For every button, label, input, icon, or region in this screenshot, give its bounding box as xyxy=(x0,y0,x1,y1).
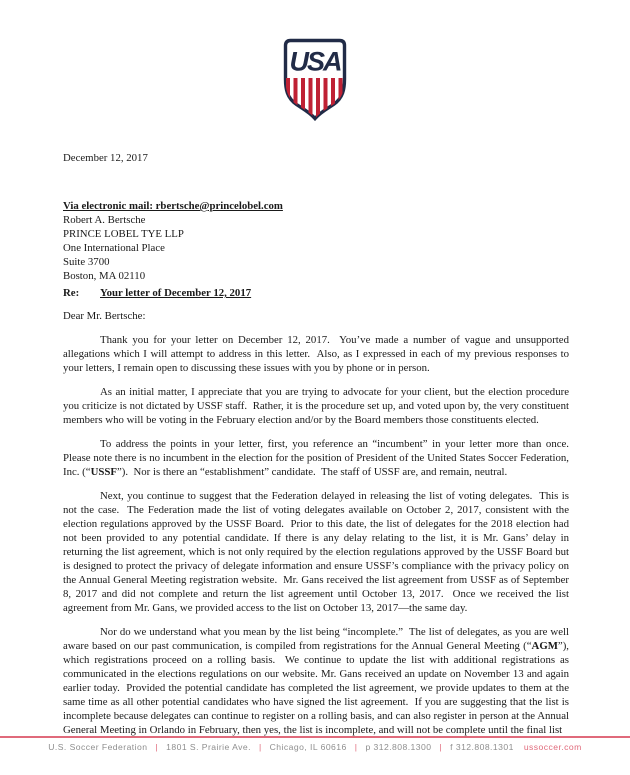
footer xyxy=(0,742,630,752)
paragraph: Next, you continue to suggest that the Federation delayed in releasing the list of voting delegates. This is not the case. The Federation made the list of voting delegates available on October 2, 2017, consistent with the election regulations approved by the USSF Board. Prior to this date, the list of delegates for the 2018 election had not been provided to any potential candidate. If there is any delay relating to the list, it is Mr. Gans’ delay in returning the list agreement, which is not only required by the election regulations approved by the USSF Board but is designed to protect the privacy of delegate information and ensure USSF’s compliance with the privacy policy on the Annual General Meeting registration website. Mr. Gans received the list agreement from USSF as of September 8, 2017 and did not complete and return the list agreement until October 13, 2017. Once we received the list agreement from Mr. Gans, we provided access to the list on October 13, 2017—the same day. xyxy=(63,490,572,614)
footer-separator: | xyxy=(439,742,443,752)
recipient-address-line1: One International Place xyxy=(63,242,165,254)
us-soccer-crest-logo xyxy=(282,37,348,122)
paragraph: As an initial matter, I appreciate that you are trying to advocate for your client, but the election procedure you criticize is not dictated by USSF staff. Rather, it is the procedure set up, and voted upon by, the very constituent members who will be voting in the February election and/or by the Board members those constituents elected. xyxy=(63,386,572,426)
letter-body xyxy=(63,333,575,737)
footer-item: U.S. Soccer Federation xyxy=(48,742,148,752)
footer-divider-line xyxy=(0,736,630,738)
recipient-name: Robert A. Bertsche xyxy=(63,214,146,226)
re-line xyxy=(63,286,569,300)
paragraph: Nor do we understand what you mean by the list being “incomplete.” The list of delegates, as you are well aware based on our past communication, is compiled from registrations for the Annual General Meeting (“AGM”), which registrations proceed on a rolling basis. We continue to update the list with additional registrations as communicated in the elections regulations on our website. Mr. Gans received an update on November 13 and again earlier today. Provided the potential candidate has completed the list agreement, we provide updates to them at the same time as all other potential candidates who have signed the list agreement. If you are suggesting that the list is incomplete because delegates can continue to register on a rolling basis, and can also register in person at the Annual General Meeting in Orlando in February, then yes, the list is incomplete, and will not be complete until the final list xyxy=(63,626,572,736)
paragraph: Thank you for your letter on December 12, 2017. You’ve made a number of vague and unsupported allegations which I will attempt to address in this letter. Also, as I expressed in each of my previous responses to your letters, I remain open to discussing these issues with you by phone or in person. xyxy=(63,334,572,374)
letter-content xyxy=(63,151,575,737)
paragraph: To address the points in your letter, first, you reference an “incumbent” in your letter more than once. Please note there is no incumbent in the election for the position of President of the United States Soccer Federation, Inc. (“USSF”). Nor is there an “establishment” candidate. The staff of USSF are, and remain, neutral. xyxy=(63,438,575,478)
letter-date: December 12, 2017 xyxy=(63,152,148,164)
footer-item: 1801 S. Prairie Ave. xyxy=(166,742,251,752)
salutation: Dear Mr. Bertsche: xyxy=(63,310,146,322)
footer-separator: | xyxy=(155,742,159,752)
via-electronic-mail-line[interactable]: Via electronic mail: rbertsche@princelobel.com xyxy=(63,200,283,212)
recipient-block xyxy=(63,199,569,283)
footer-item: f 312.808.1301 xyxy=(450,742,514,752)
crest-usa-text: USA xyxy=(289,46,341,77)
re-subject: Your letter of December 12, 2017 xyxy=(100,287,252,299)
footer-website-link[interactable]: ussoccer.com xyxy=(523,742,582,752)
re-label: Re: xyxy=(63,287,80,299)
footer-separator: | xyxy=(354,742,358,752)
recipient-address-line2: Suite 3700 xyxy=(63,256,110,268)
footer-separator: | xyxy=(258,742,262,752)
footer-item: p 312.808.1300 xyxy=(365,742,432,752)
recipient-address-line3: Boston, MA 02110 xyxy=(63,270,146,282)
footer-item: Chicago, IL 60616 xyxy=(269,742,347,752)
recipient-firm: PRINCE LOBEL TYE LLP xyxy=(63,228,184,240)
